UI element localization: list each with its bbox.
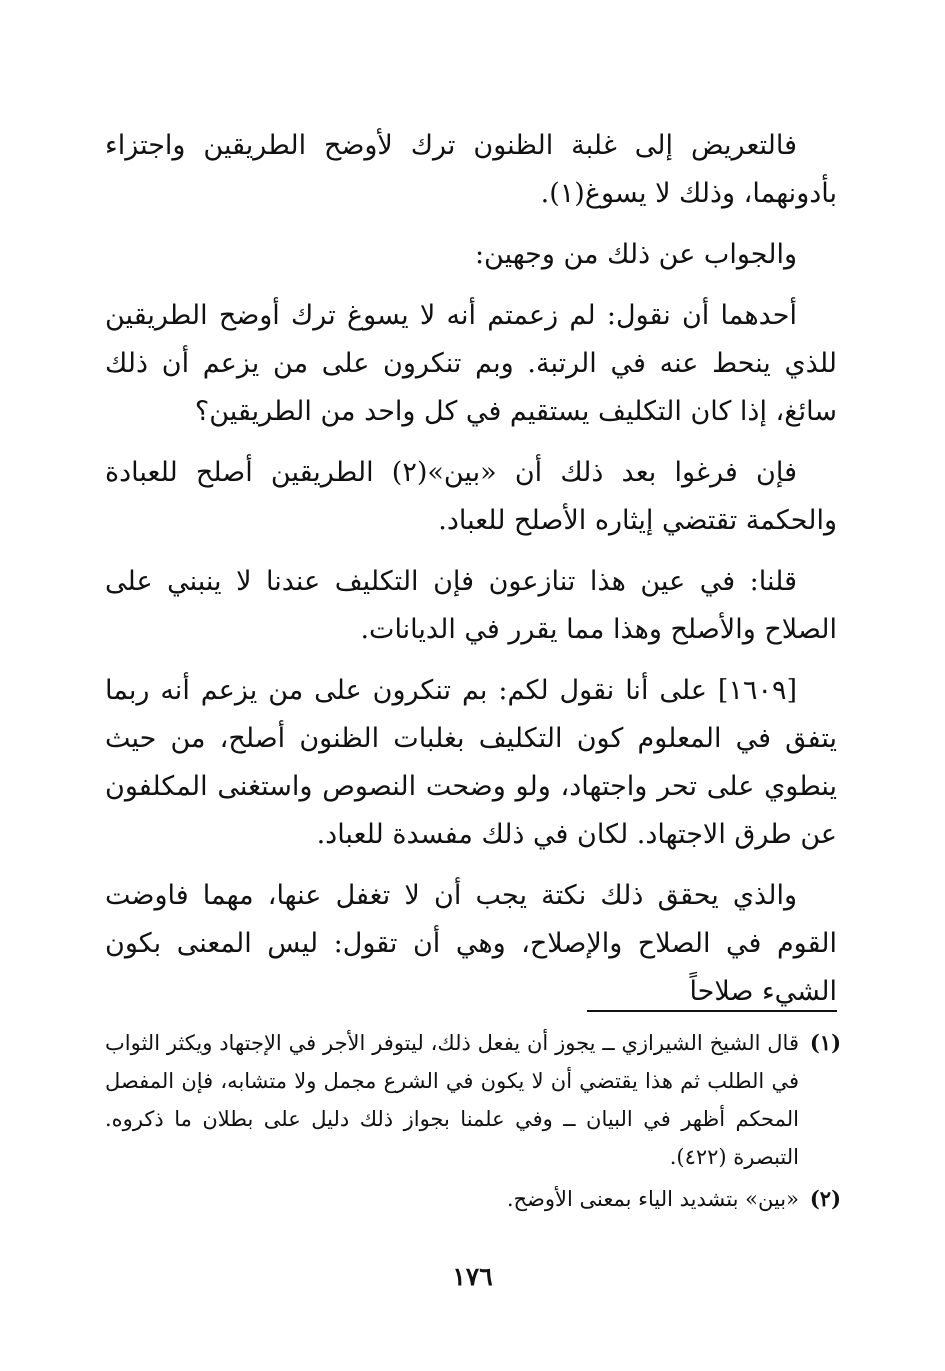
footnote-separator [587,1010,837,1012]
footnote-1-text: قال الشيخ الشيرازي ــ يجوز أن يفعل ذلك، ليتوفر الأجر في الإجتهاد ويكثر الثواب في الطلب ثم هذا يقتضي أن لا يكون في الشرع مجمل ولا متشابه، فإن المفصل المحكم أظهر في البيان ــ وفي علمنا بجواز ذلك دليل على بطلان ما ذكروه. التبصرة (٤٢٢). [105,1031,799,1169]
footnotes [105,1024,841,1222]
main-text [105,122,837,1029]
footnote-2 [105,1180,841,1218]
paragraph-4: فإن فرغوا بعد ذلك أن «بين»(٢) الطريقين أصلح للعبادة والحكمة تقتضي إيثاره الأصلح للعباد. [105,457,837,536]
page-number: ١٧٦ [452,1262,493,1291]
footnote-2-text: «بين» بتشديد الياء بمعنى الأوضح. [506,1187,799,1211]
paragraph-3: أحدهما أن نقول: لم زعمتم أنه لا يسوغ ترك أوضح الطريقين للذي ينحط عنه في الرتبة. وبم تنكرون على من يزعم أن ذلك سائغ، إذا كان التكليف يستقيم في كل واحد من الطريقين؟ [105,300,837,427]
footnote-1 [105,1024,841,1176]
paragraph-6: [١٦٠٩] على أنا نقول لكم: بم تنكرون على من يزعم أنه ربما يتفق في المعلوم كون التكليف بغلبات الظنون أصلح، من حيث ينطوي على تحر واجتهاد، ولو وضحت النصوص واستغنى المكلفون عن طرق الاجتهاد. لكان في ذلك مفسدة للعباد. [105,675,837,850]
footnote-1-number: (١) [809,1030,841,1055]
footnote-2-number: (٢) [809,1186,841,1211]
paragraph-2: والجواب عن ذلك من وجهين: [474,239,797,270]
paragraph-7: والذي يحقق ذلك نكتة يجب أن لا تغفل عنها، مهما فاوضت القوم في الصلاح والإصلاح، وهي أن تقول: ليس المعنى بكون الشيء صلاحاً [105,880,837,1007]
paragraph-1: فالتعريض إلى غلبة الظنون ترك لأوضح الطريقين واجتزاء بأدونهما، وذلك لا يسوغ(١). [105,130,837,209]
paragraph-5: قلنا: في عين هذا تنازعون فإن التكليف عندنا لا ينبني على الصلاح والأصلح وهذا مما يقرر في الديانات. [105,566,837,645]
